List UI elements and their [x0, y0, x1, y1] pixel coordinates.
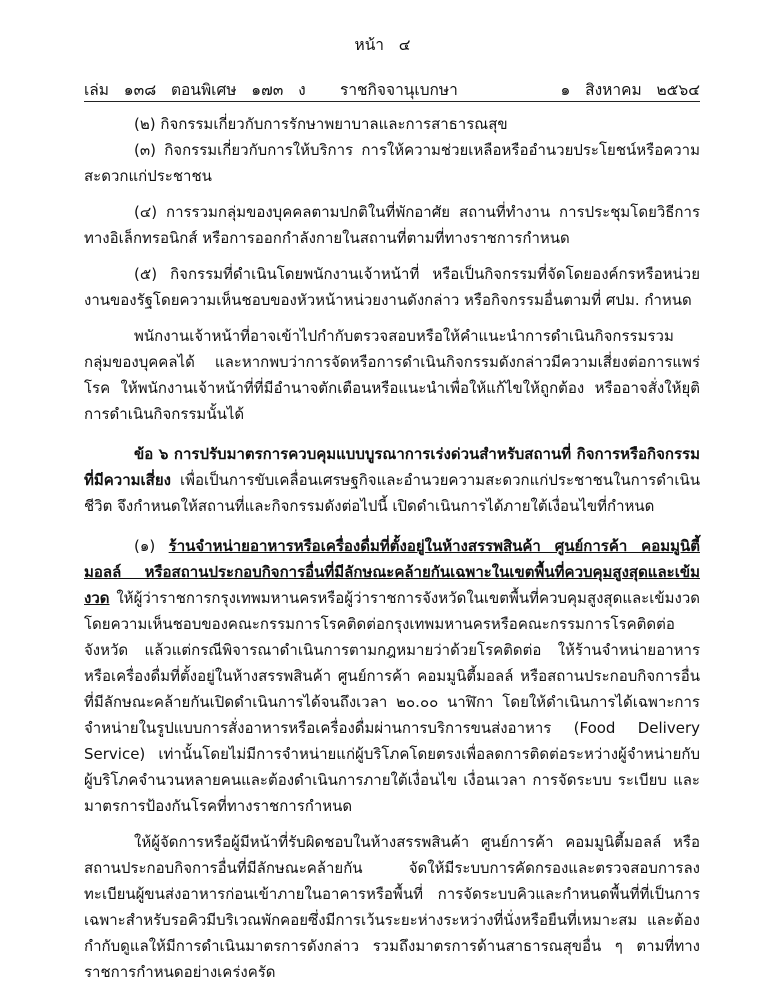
- officer-paragraph: พนักงานเจ้าหน้าที่อาจเข้าไปกำกับตรวจสอบหรือให้คำแนะนำการดำเนินกิจกรรมรวมกลุ่มของบุคคลได้ และหากพบว่าการจัดหรือการดำเนินกิจกรรมดังกล่าวมีความเสี่ยงต่อการแพร่โรค ให้พนักงานเจ้าหน้าที่ที่มีอำนาจตักเตือนหรือแนะนำเพื่อให้แก้ไขให้ถูกต้อง หรืออาจสั่งให้ยุติการดำเนินกิจกรรมนั้นได้: [84, 327, 700, 423]
- clause-6-heading: ข้อ ๖ การปรับมาตรการควบคุมแบบบูรณาการเร่งด่วนสำหรับสถานที่ กิจการหรือกิจกรรมที่มีความเสี่ยง: [84, 445, 700, 489]
- gazette-header: [84, 77, 700, 101]
- header-rule: [84, 101, 700, 102]
- page-number: หน้า ๔: [354, 36, 411, 54]
- gazette-title: ราชกิจจานุเบกษา: [340, 81, 458, 99]
- volume-issue: เล่ม ๑๓๘ ตอนพิเศษ ๑๗๓ ง: [84, 81, 306, 99]
- item-4: (๔) การรวมกลุ่มของบุคคลตามปกติในที่พักอาศัย สถานที่ทำงาน การประชุมโดยวิธีการทางอิเล็กทรอนิกส์ หรือการออกกำลังกายในสถานที่ตามที่ทางราชการกำหนด: [84, 203, 700, 247]
- item-1-number: (๑): [134, 537, 169, 555]
- item-2: (๒) กิจกรรมเกี่ยวกับการรักษาพยาบาลและการสาธารณสุข: [134, 115, 508, 133]
- item-5: (๕) กิจกรรมที่ดำเนินโดยพนักงานเจ้าหน้าที่ หรือเป็นกิจกรรมที่จัดโดยองค์กรหรือหน่วยงานของรัฐโดยความเห็นชอบของหัวหน้าหน่วยงานดังกล่าว หรือกิจกรรมอื่นตามที่ ศปม. กำหนด: [84, 265, 700, 309]
- item-3: (๓) กิจกรรมเกี่ยวกับการให้บริการ การให้ความช่วยเหลือหรืออำนวยประโยชน์หรือความสะดวกแก่ประชาชน: [84, 141, 700, 185]
- item-1-heading: ร้านจำหน่ายอาหารหรือเครื่องดื่มที่ตั้งอยู่ในห้างสรรพสินค้า ศูนย์การค้า คอมมูนิตี้มอลล์ หรือสถานประกอบกิจการอื่นที่มีลักษณะคล้ายกันเฉพาะในเขตพื้นที่ควบคุมสูงสุดและเข้มงวด: [84, 537, 700, 607]
- document-body: [84, 111, 700, 985]
- clause-6-item-1: [84, 533, 700, 819]
- clause-6: [84, 441, 700, 519]
- item-1-text: ให้ผู้ว่าราชการกรุงเทพมหานครหรือผู้ว่าราชการจังหวัดในเขตพื้นที่ควบคุมสูงสุดและเข้มงวด โดยความเห็นชอบของคณะกรรมการโรคติดต่อกรุงเทพมหานครหรือคณะกรรมการโรคติดต่อจังหวัด แล้วแต่กรณีพิจารณาดำเนินการตามกฎหมายว่าด้วยโรคติดต่อ ให้ร้านจำหน่ายอาหารหรือเครื่องดื่มที่ตั้งอยู่ในห้างสรรพสินค้า ศูนย์การค้า คอมมูนิตี้มอลล์ หรือสถานประกอบกิจการอื่นที่มีลักษณะคล้ายกันเปิดดำเนินการได้จนถึงเวลา ๒๐.๐๐ นาฬิกา โดยให้ดำเนินการได้เฉพาะการจำหน่ายในรูปแบบการสั่งอาหารหรือเครื่องดื่มผ่านการบริการขนส่งอาหาร (Food Delivery Service) เท่านั้นโดยไม่มีการจำหน่ายแก่ผู้บริโภคโดยตรงเพื่อลดการติดต่อระหว่างผู้จำหน่ายกับผู้บริโภคจำนวนหลายคนและต้องดำเนินการภายใต้เงื่อนไข เงื่อนเวลา การจัดระบบ ระเบียบ และมาตรการป้องกันโรคที่ทางราชการกำหนด: [84, 589, 700, 815]
- clause-6-text: เพื่อเป็นการขับเคลื่อนเศรษฐกิจและอำนวยความสะดวกแก่ประชาชนในการดำเนินชีวิต จึงกำหนดให้สถานที่และกิจกรรมดังต่อไปนี้ เปิดดำเนินการได้ภายใต้เงื่อนไขที่กำหนด: [84, 471, 700, 515]
- publication-date: ๑ สิงหาคม ๒๕๖๔: [560, 81, 700, 99]
- manager-paragraph: ให้ผู้จัดการหรือผู้มีหน้าที่รับผิดชอบในห้างสรรพสินค้า ศูนย์การค้า คอมมูนิตี้มอลล์ หรือสถานประกอบกิจการอื่นที่มีลักษณะคล้ายกัน จัดให้มีระบบการคัดกรองและตรวจสอบการลงทะเบียนผู้ขนส่งอาหารก่อนเข้าภายในอาคารหรือพื้นที่ การจัดระบบคิวและกำหนดพื้นที่ที่เป็นการเฉพาะสำหรับรอคิวมีบริเวณพักคอยซึ่งมีการเว้นระยะห่างระหว่างที่นั่งหรือยืนที่เหมาะสม และต้องกำกับดูแลให้มีการดำเนินมาตรการดังกล่าว รวมถึงมาตรการด้านสาธารณสุขอื่น ๆ ตามที่ทางราชการกำหนดอย่างเคร่งครัด: [84, 833, 700, 981]
